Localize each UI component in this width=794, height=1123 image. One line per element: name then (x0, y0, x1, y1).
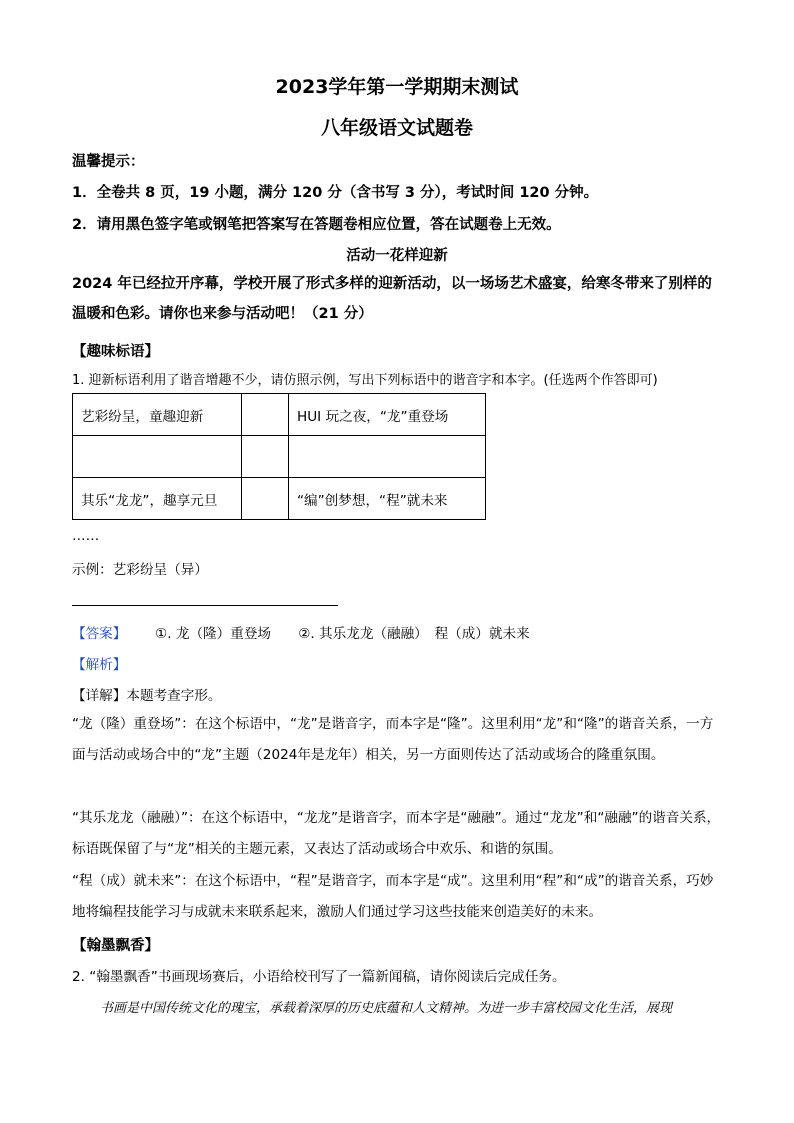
answer-label: 【答案】 (72, 626, 127, 642)
activity-heading: 活动一花样迎新 (346, 248, 448, 264)
tips-heading: 温馨提示： (72, 154, 145, 170)
answer-row (72, 622, 530, 642)
table-cell-blank (242, 478, 289, 520)
example-text: 示例：艺彩纷呈（异） (72, 562, 208, 578)
answer-line (72, 605, 338, 606)
table-cell-blank (289, 436, 486, 478)
explanation-paragraph-3: “程（成）就未来”：在这个标语中，“程”是谐音字，而本字是“成”。这里利用“程”和“成”的谐音关系，巧妙地将编程技能学习与成就未来联系起来，激励人们通过学习这些技能来创造美好的未来。 (72, 873, 714, 920)
tips-item-1: 1．全卷共 8 页，19 小题，满分 120 分（含书写 3 分），考试时间 120 分钟。 (72, 185, 599, 201)
tips-item-2: 2．请用黑色签字笔或钢笔把答案写在答题卷相应位置，答在试题卷上无效。 (72, 217, 561, 233)
ellipsis: …… (72, 528, 100, 544)
detail-label: 【详解】本题考查字形。 (72, 688, 222, 704)
table-cell-blank (242, 436, 289, 478)
explanation-paragraph-2: “其乐龙龙（融融）”：在这个标语中，“龙龙”是谐音字，而本字是“融融”。通过“龙龙”和“融融”的谐音关系，标语既保留了与“龙”相关的主题元素，又表达了活动或场合中欢乐、和谐的氛围。 (72, 810, 721, 857)
question-1: 1. 迎新标语利用了谐音增趣不少，请仿照示例，写出下列标语中的谐音字和本字。(任选两个作答即可) (72, 373, 658, 388)
table-cell-blank (73, 436, 242, 478)
question-2: 2. “翰墨飘香”书画现场赛后，小语给校刊写了一篇新闻稿，请你阅读后完成任务。 (72, 969, 566, 985)
table-row (73, 436, 486, 478)
activity-intro: 2024 年已经拉开序幕，学校开展了形式多样的迎新活动，以一场场艺术盛宴，给寒冬带来了别样的温暖和色彩。请你也来参与活动吧！（21 分） (72, 276, 712, 322)
slogan-table (72, 393, 486, 520)
table-cell: HUI 玩之夜，“龙”重登场 (289, 394, 486, 436)
table-cell: “编”创梦想，“程”就未来 (289, 478, 486, 520)
section-heading-slogan: 【趣味标语】 (72, 344, 159, 360)
table-row (73, 478, 486, 520)
explanation-paragraph-1: “龙（隆）重登场”：在这个标语中，“龙”是谐音字，而本字是“隆”。这里利用“龙”和“隆”的谐音关系，一方面与活动或场合中的“龙”主题（2024年是龙年）相关，另一方面则传达了活动或场合的隆重氛围。 (72, 716, 714, 763)
answer-text: ①. 龙（隆）重登场 ②. 其乐龙龙（融融） 程（成）就未来 (155, 626, 530, 642)
page-title: 2023学年第一学期期末测试 (275, 76, 519, 98)
page-subtitle: 八年级语文试题卷 (320, 117, 473, 139)
table-cell-blank (242, 394, 289, 436)
table-cell: 其乐“龙龙”，趣享元旦 (73, 478, 242, 520)
table-cell: 艺彩纷呈，童趣迎新 (73, 394, 242, 436)
section-heading-calligraphy: 【翰墨飘香】 (72, 938, 159, 954)
analysis-label: 【解析】 (72, 657, 127, 673)
passage-text: 书画是中国传统文化的瑰宝，承载着深厚的历史底蕴和人文精神。为进一步丰富校园文化生活，展现 (100, 1001, 673, 1016)
table-row (73, 394, 486, 436)
